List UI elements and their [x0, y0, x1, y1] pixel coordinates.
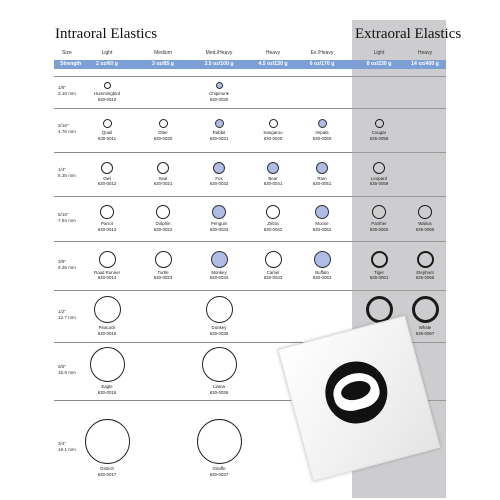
elastic-code: 630-0034: [209, 275, 229, 280]
elastic-ring-icon: [159, 119, 168, 128]
elastic-item: [353, 162, 405, 187]
elastic-item: [81, 251, 133, 281]
elastic-name: Kangaroo: [263, 130, 283, 135]
strength-value: 3.5 oz/100 g: [204, 61, 234, 67]
header-size: Size: [62, 50, 72, 56]
elastic-code: 630-0011: [97, 135, 117, 141]
elastic-name: Rabbit: [212, 130, 226, 135]
strength-value: 2 oz/60 g: [96, 61, 118, 67]
elastic-ring-icon: [215, 119, 224, 128]
elastic-code: 630-0033: [209, 226, 229, 232]
strength-value: 14 oz/400 g: [411, 61, 439, 67]
elastic-code: 635-0058: [369, 135, 389, 141]
elastic-item: [296, 119, 348, 141]
elastic-code: 630-0012: [97, 181, 117, 186]
elastic-item: [353, 205, 405, 232]
elastic-item: [247, 251, 299, 281]
elastic-item: [81, 82, 133, 102]
elastic-code: 630-0051: [312, 181, 332, 186]
elastic-ring-icon: [213, 162, 225, 174]
elastic-ring-icon: [90, 347, 125, 382]
size-metric: 12.7 mm: [58, 315, 76, 320]
elastic-name: Peacock: [98, 325, 116, 330]
elastic-item: [81, 419, 133, 477]
elastic-item: [81, 119, 133, 141]
column-header: Ex./Heavy: [310, 50, 334, 56]
strength-value: 3 oz/85 g: [152, 61, 174, 67]
elastic-name: Donkey: [211, 325, 227, 330]
elastic-item: [247, 119, 299, 141]
size-inches: 3/4": [58, 441, 67, 446]
elastic-code: 630-0015: [97, 330, 117, 336]
elastic-name: Eagle: [101, 384, 113, 389]
elastic-ring-icon: [101, 162, 113, 174]
elastic-ring-icon: [94, 296, 121, 323]
elastic-ring-icon: [155, 251, 172, 268]
elastic-name: Owl: [103, 175, 111, 181]
elastic-code: 630-0023: [153, 275, 173, 280]
row-divider: [54, 108, 352, 109]
elastic-code: 635-0067: [415, 330, 435, 336]
column-header: Heavy: [265, 50, 281, 56]
size-metric: 19.1 mm: [58, 447, 76, 452]
elastic-item: [193, 419, 245, 477]
elastic-ring-icon: [315, 205, 329, 219]
elastic-name: Tiger: [374, 269, 384, 275]
elastic-item: [193, 162, 245, 187]
row-divider: [54, 290, 352, 291]
elastic-name: Bear: [268, 175, 278, 181]
elastic-item: [353, 251, 405, 281]
elastic-item: [81, 296, 133, 336]
elastic-name: Llama: [213, 384, 225, 389]
column-header: Heavy: [417, 50, 433, 56]
elastic-ring-icon: [212, 205, 226, 219]
elastic-name: Turtle: [157, 269, 169, 275]
elastic-name: Otter: [158, 130, 168, 135]
elastic-name: Dolphin: [155, 221, 171, 226]
elastic-item: [296, 162, 348, 187]
elastic-ring-icon: [266, 205, 280, 219]
elastic-item: [137, 119, 189, 141]
elastic-code: 635-0059: [369, 181, 389, 186]
column-header: Medium: [154, 50, 172, 56]
elastic-ring-icon: [202, 347, 237, 382]
elastic-code: 630-0050: [312, 135, 332, 141]
elastic-item: [81, 162, 133, 187]
strength-value: 4.5 oz/130 g: [258, 61, 288, 67]
elastic-ring-icon: [267, 162, 279, 174]
size-inches: 1/2": [58, 309, 67, 314]
row-divider: [352, 241, 446, 242]
elastic-ring-icon: [318, 119, 327, 128]
elastic-code: 630-0016: [97, 389, 117, 395]
elastic-name: Seal: [158, 175, 168, 181]
elastic-code: 630-0014: [97, 275, 117, 280]
elastic-ring-icon: [269, 119, 278, 128]
elastic-item: [193, 347, 245, 395]
elastic-name: Moose: [315, 221, 329, 226]
elastic-code: 630-0035: [209, 330, 229, 336]
elastic-ring-icon: [265, 251, 282, 268]
bag-logo-icon: [318, 355, 394, 431]
elastic-item: [137, 205, 189, 232]
row-divider: [54, 152, 352, 153]
elastic-ring-icon: [99, 251, 116, 268]
elastic-name: Impala: [315, 130, 329, 135]
elastic-item: [193, 82, 245, 102]
strength-value: 8 oz/230 g: [366, 61, 392, 67]
elastic-code: 630-0043: [263, 275, 283, 280]
elastic-item: [137, 251, 189, 281]
elastic-item: [137, 162, 189, 187]
elastic-code: 630-0020: [153, 135, 173, 141]
elastic-name: Quail: [101, 130, 113, 135]
elastic-item: [81, 347, 133, 395]
size-inches: 3/8": [58, 258, 67, 264]
elastic-code: 635-0061: [369, 275, 389, 280]
elastic-code: 630-0036: [209, 389, 229, 395]
elastic-item: [296, 205, 348, 232]
size-metric: 3.18 mm: [58, 91, 76, 96]
elastic-code: 630-0032: [209, 181, 229, 186]
elastic-item: [247, 205, 299, 232]
elastic-item: [296, 251, 348, 281]
elastic-ring-icon: [104, 82, 111, 89]
elastic-ring-icon: [417, 251, 434, 268]
elastic-item: [353, 119, 405, 141]
elastic-code: 635-0065: [415, 226, 435, 232]
elastic-name: Buffalo: [315, 269, 329, 275]
elastic-name: Camel: [266, 269, 280, 275]
row-divider: [54, 196, 352, 197]
size-metric: 9.35 mm: [58, 264, 76, 270]
elastic-code: 630-0052: [312, 226, 332, 232]
elastic-item: [193, 296, 245, 336]
elastic-name: Elephant: [416, 269, 434, 275]
size-inches: 5/8": [58, 364, 67, 369]
size-inches: 1/8": [58, 85, 67, 90]
elastic-name: Panther: [371, 221, 387, 226]
elastic-code: 630-0013: [97, 226, 117, 232]
size-inches: 5/16": [58, 211, 69, 217]
row-divider: [54, 241, 352, 242]
elastic-code: 630-0022: [153, 226, 173, 232]
elastic-name: Giraffe: [212, 466, 226, 471]
row-divider: [352, 196, 446, 197]
elastic-ring-icon: [418, 205, 432, 219]
elastic-name: Penguin: [210, 221, 228, 226]
row-divider: [352, 108, 446, 109]
size-metric: 15.9 mm: [58, 370, 76, 375]
elastic-ring-icon: [103, 119, 112, 128]
elastic-ring-icon: [206, 296, 233, 323]
size-inches: 1/4": [58, 167, 67, 172]
row-divider: [352, 290, 446, 291]
elastic-ring-icon: [156, 205, 170, 219]
elastic-item: [193, 205, 245, 232]
elastic-name: Hummingbird: [93, 91, 121, 96]
elastic-code: 630-0010: [97, 96, 117, 102]
elastic-code: 630-0037: [209, 471, 229, 477]
elastic-ring-icon: [372, 205, 386, 219]
elastic-item: [81, 205, 133, 232]
elastic-name: Chipmunk: [209, 91, 229, 96]
elastic-item: [399, 251, 451, 281]
elastic-code: 635-0060: [369, 226, 389, 232]
elastic-item: [193, 251, 245, 281]
elastic-item: [247, 162, 299, 187]
elastic-code: 630-0017: [97, 471, 117, 477]
elastic-code: 630-0041: [263, 181, 283, 186]
strength-label: Strength: [60, 61, 82, 67]
elastic-ring-icon: [375, 119, 384, 128]
elastic-code: 630-0042: [263, 226, 283, 232]
row-divider: [352, 76, 446, 77]
elastic-name: Zebra: [267, 221, 279, 226]
elastic-ring-icon: [211, 251, 228, 268]
elastic-ring-icon: [314, 251, 331, 268]
elastic-code: 630-0031: [209, 135, 229, 141]
size-metric: 4.76 mm: [58, 129, 76, 134]
elastic-ring-icon: [100, 205, 114, 219]
elastic-ring-icon: [412, 296, 439, 323]
elastic-ring-icon: [85, 419, 130, 464]
elastic-code: 630-0040: [263, 135, 283, 141]
elastic-name: Walrus: [418, 221, 432, 226]
column-header: Light: [373, 50, 385, 56]
elastic-name: Ostrich: [100, 466, 114, 471]
elastic-name: Fox: [215, 175, 223, 181]
row-divider: [54, 76, 352, 77]
elastic-code: 630-0053: [312, 275, 332, 280]
elastic-item: [193, 119, 245, 141]
elastic-ring-icon: [316, 162, 328, 174]
size-inches: 3/16": [58, 123, 69, 128]
row-divider: [352, 152, 446, 153]
elastic-name: Leopard: [370, 175, 388, 181]
size-metric: 7.94 mm: [58, 217, 76, 223]
elastic-code: 630-0030: [209, 96, 229, 102]
elastic-name: Whale: [418, 325, 432, 330]
elastic-code: 630-0021: [153, 181, 173, 186]
elastic-name: Parrot: [101, 221, 113, 226]
extraoral-title: Extraoral Elastics: [355, 26, 462, 42]
elastic-ring-icon: [216, 82, 223, 89]
elastic-ring-icon: [373, 162, 385, 174]
elastic-name: Road Runner: [93, 269, 121, 275]
intraoral-title: Intraoral Elastics: [55, 26, 158, 42]
elastic-name: Cougar: [371, 130, 387, 135]
elastic-ring-icon: [157, 162, 169, 174]
column-header: Light: [101, 50, 113, 56]
elastic-ring-icon: [371, 251, 388, 268]
column-header: Med./Heavy: [205, 50, 233, 56]
elastic-name: Ram: [317, 175, 327, 181]
elastic-code: 635-0066: [415, 275, 435, 280]
elastic-ring-icon: [197, 419, 242, 464]
strength-value: 6 oz/170 g: [309, 61, 335, 67]
elastic-name: Monkey: [211, 269, 227, 275]
size-metric: 6.35 mm: [58, 173, 76, 178]
elastic-item: [399, 205, 451, 232]
